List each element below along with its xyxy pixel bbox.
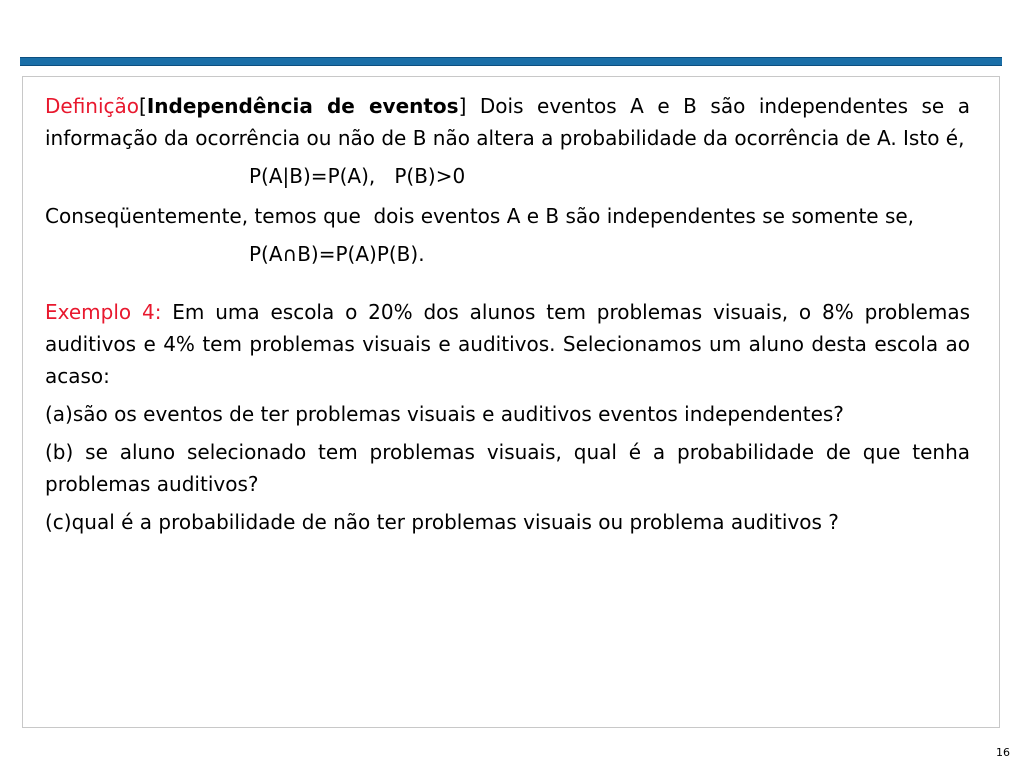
intersection-symbol: ∩: [282, 242, 298, 266]
formula-intersection-part2: B)=P(A)P(B).: [297, 242, 425, 266]
example-item-a: (a)são os eventos de ter problemas visuais e auditivos eventos independentes?: [45, 402, 844, 426]
page-number: 16: [996, 746, 1010, 759]
consequence-paragraph: [45, 200, 970, 232]
formula-intersection-part1: P(A: [249, 242, 283, 266]
slide-content: [45, 90, 970, 544]
example-label: Exemplo 4:: [45, 300, 162, 324]
consequence-text: Conseqüentemente, temos que dois eventos A e B são independentes se somente se,: [45, 204, 915, 228]
spacer: [45, 278, 970, 296]
formula-conditional-text: P(A|B)=P(A), P(B)>0: [249, 164, 466, 188]
definition-term: Independência de eventos: [146, 94, 459, 118]
header-bar: [20, 57, 1002, 66]
definition-paragraph: [45, 90, 970, 154]
formula-intersection: [45, 238, 970, 270]
definition-text: Dois eventos A e B são independentes se a informação da ocorrência ou não de B não altera a probabilidade da ocorrência de A. Isto é,: [45, 94, 970, 150]
definition-bracket-close: ]: [458, 94, 467, 118]
example-text: Em uma escola o 20% dos alunos tem problemas visuais, o 8% problemas auditivos e 4% tem problemas visuais e auditivos. Selecionamos um aluno desta escola ao acaso:: [45, 300, 971, 388]
definition-label: Definição: [45, 94, 140, 118]
example-paragraph: [45, 296, 970, 392]
example-item-c: (c)qual é a probabilidade de não ter problemas visuais ou problema auditivos ?: [45, 510, 839, 534]
example-item-b: (b) se aluno selecionado tem problemas visuais, qual é a probabilidade de que tenha problemas auditivos?: [45, 440, 970, 496]
formula-conditional: [45, 160, 970, 192]
definition-bracket-open: [: [139, 94, 147, 118]
